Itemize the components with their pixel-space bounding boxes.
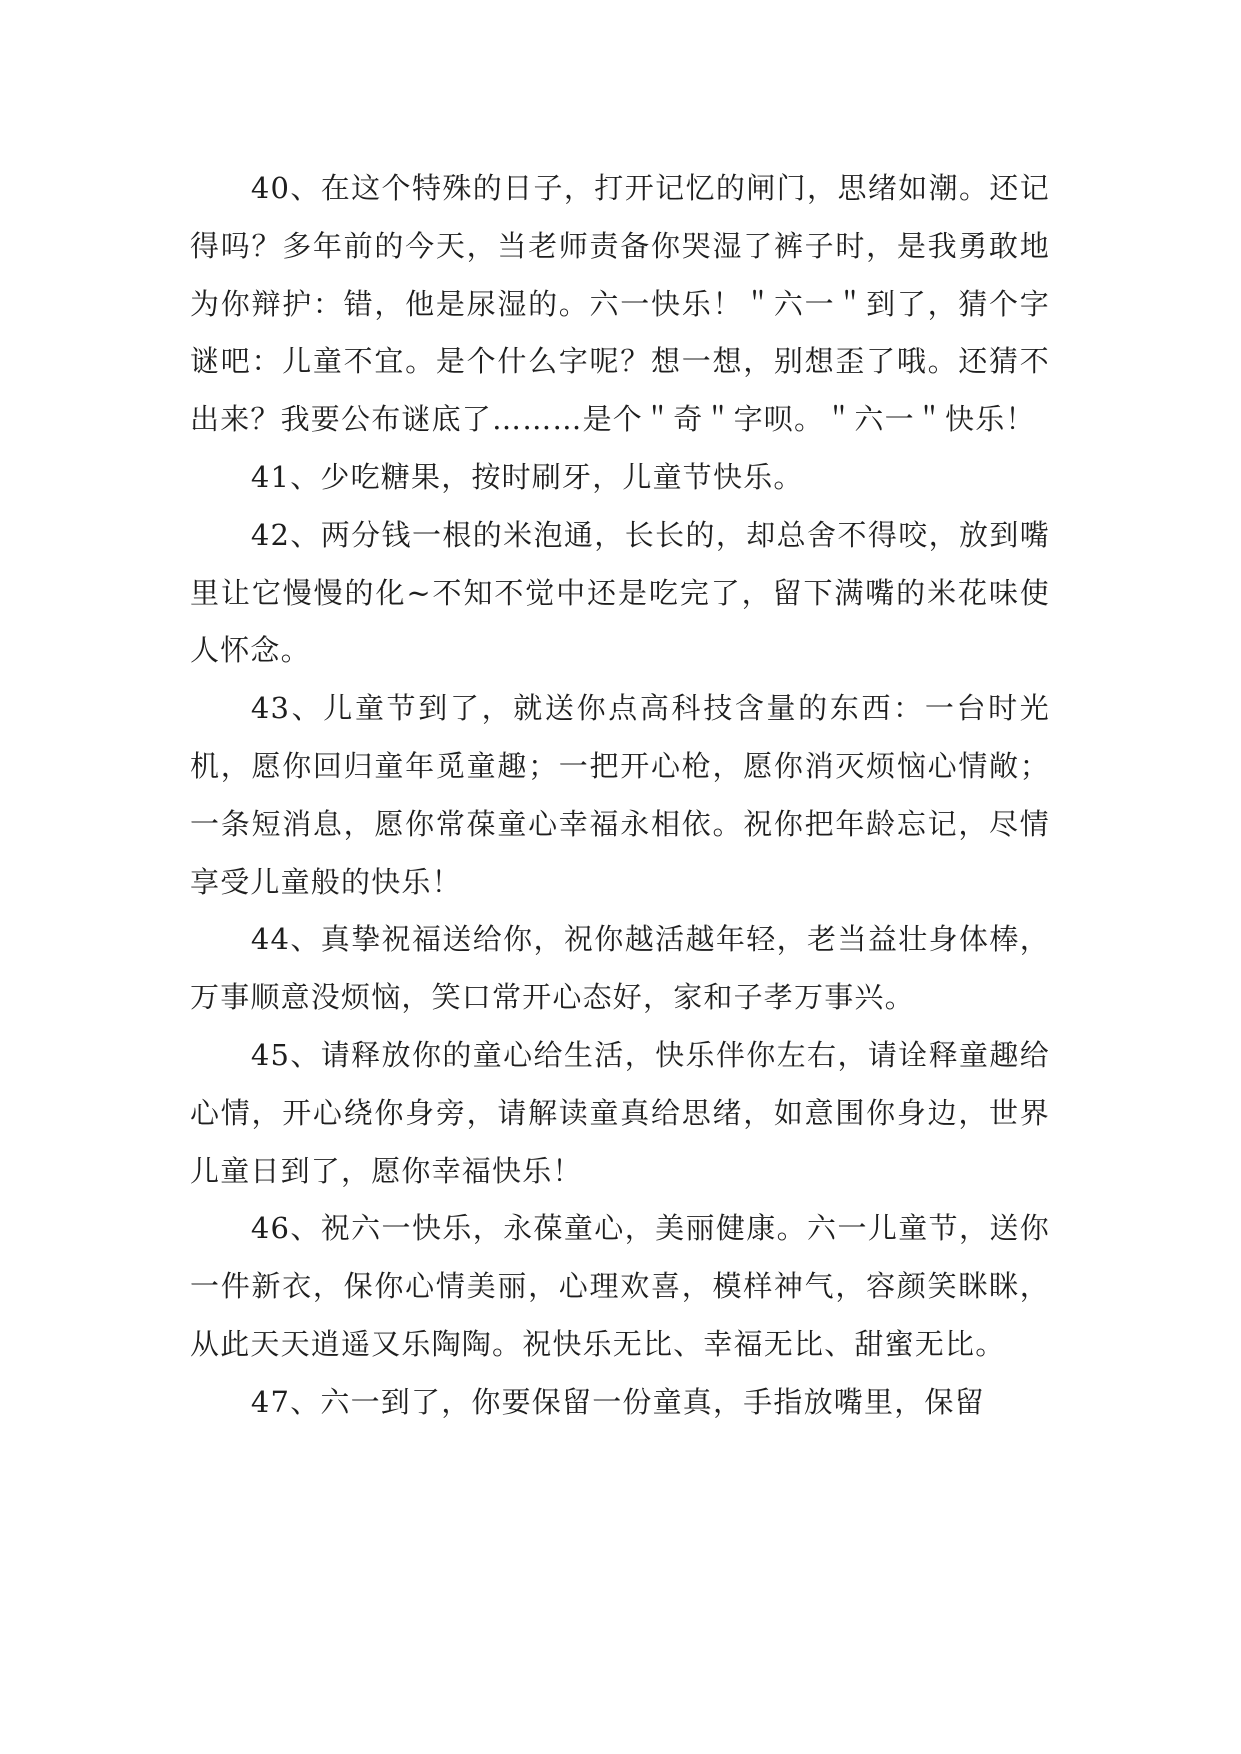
paragraph-46: 46、祝六一快乐，永葆童心，美丽健康。六一儿童节，送你一件新衣，保你心情美丽，心理欢喜，模样神气，容颜笑眯眯，从此天天逍遥又乐陶陶。祝快乐无比、幸福无比、甜蜜无比。 <box>190 1211 1050 1361</box>
paragraph-40: 40、在这个特殊的日子，打开记忆的闸门，思绪如潮。还记得吗？多年前的今天，当老师责备你哭湿了裤子时，是我勇敢地为你辩护：错，他是尿湿的。六一快乐！＂六一＂到了，猜个字谜吧：儿童不宜。是个什么字呢？想一想，别想歪了哦。还猜不出来？我要公布谜底了………是个＂奇＂字呗。＂六一＂快乐！ <box>190 171 1050 437</box>
paragraph-45: 45、请释放你的童心给生活，快乐伴你左右，请诠释童趣给心情，开心绕你身旁，请解读童真给思绪，如意围你身边，世界儿童日到了，愿你幸福快乐！ <box>190 1037 1050 1188</box>
paragraph-41: 41、少吃糖果，按时刷牙，儿童节快乐。 <box>250 459 804 494</box>
paragraph-42: 42、两分钱一根的米泡通，长长的，却总舍不得咬，放到嘴里让它慢慢的化~不知不觉中还是吃完了，留下满嘴的米花味使人怀念。 <box>190 517 1050 668</box>
paragraph-43: 43、儿童节到了，就送你点高科技含量的东西：一台时光机，愿你回归童年觅童趣；一把开心枪，愿你消灭烦恼心情敞；一条短消息，愿你常葆童心幸福永相依。祝你把年龄忘记，尽情享受儿童般的快乐！ <box>190 691 1050 899</box>
document-body <box>190 160 1050 1432</box>
paragraph-44: 44、真挚祝福送给你，祝你越活越年轻，老当益壮身体棒，万事顺意没烦恼，笑口常开心态好，家和子孝万事兴。 <box>190 922 1050 1015</box>
paragraph-47: 47、六一到了，你要保留一份童真，手指放嘴里，保留 <box>250 1384 985 1419</box>
